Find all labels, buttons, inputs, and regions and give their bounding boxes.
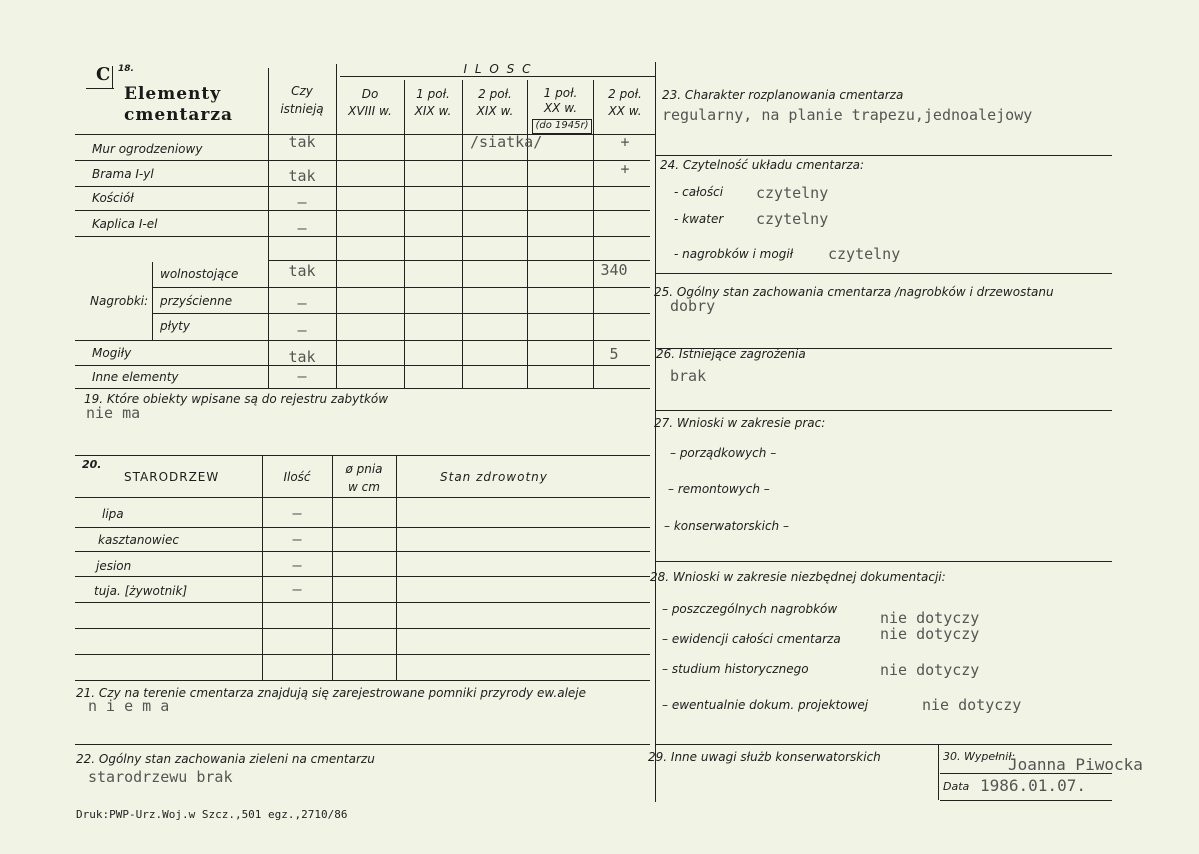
q24-item-label: - nagrobków i mogił <box>674 247 794 261</box>
q23-value: regularny, na planie trapezu,jednoalejowy <box>662 106 1033 124</box>
q20-row-qty: – <box>292 580 302 598</box>
q30-label: 30. Wypełnił: <box>943 750 1016 763</box>
period-value: + <box>620 133 630 151</box>
row-rule <box>75 186 650 187</box>
col-xix2 <box>464 86 526 120</box>
q20-row-qty: – <box>292 556 302 574</box>
col-rule <box>593 80 594 388</box>
col-exists-l2: istnieją <box>280 102 324 116</box>
row-rule <box>75 236 650 237</box>
q20-row-qty: – <box>292 504 302 522</box>
q28-item-label: – ewidencji całości cmentarza <box>662 632 841 646</box>
row-label: Mogiły <box>92 346 132 360</box>
center-divider <box>655 62 656 802</box>
row-label: Kościół <box>92 191 134 205</box>
q20-row-qty: – <box>292 530 302 548</box>
q20-rule <box>75 680 650 681</box>
q19-value: nie ma <box>86 404 141 422</box>
heading-line-1: Elementy <box>124 84 222 104</box>
row-rule <box>75 210 650 211</box>
row-label: Kaplica I-el <box>92 217 158 231</box>
q20-rule <box>75 576 650 577</box>
col-xix2-l1: 2 poł. <box>478 87 512 101</box>
row-rule <box>75 388 650 389</box>
col-rule <box>527 80 528 388</box>
ilosc-header: I L O S C <box>463 62 533 76</box>
q25-value: dobry <box>670 297 716 315</box>
col-exists-l1: Czy <box>291 84 313 98</box>
row-label: Mur ogrodzeniowy <box>92 142 203 156</box>
col-xix2-l2: XIX w. <box>476 104 514 118</box>
q20-header-qty: Ilość <box>283 470 311 484</box>
footer-print: Druk:PWP-Urz.Woj.w Szcz.,501 egz.,2710/86 <box>76 808 348 821</box>
row-rule <box>152 287 650 288</box>
exists-value: – <box>297 219 307 237</box>
exists-value: – <box>297 294 307 312</box>
ilosc-rule <box>340 76 656 77</box>
col-xx2-l1: 2 poł. <box>608 87 642 101</box>
q20-rule <box>75 551 650 552</box>
col-rule <box>152 262 153 340</box>
q30-date-label: Data <box>943 780 970 793</box>
q30-divider <box>938 744 939 800</box>
q24-item-value: czytelny <box>756 210 829 228</box>
row-rule <box>152 313 650 314</box>
exists-value: – <box>297 321 307 339</box>
q19-label: 19. Które obiekty wpisane są do rejestru zabytków <box>84 392 389 406</box>
q23-label: 23. Charakter rozplanowania cmentarza <box>662 88 904 102</box>
q20-col-rule <box>396 455 397 680</box>
q28-label: 28. Wnioski w zakresie niezbędnej dokumentacji: <box>650 570 946 584</box>
q20-rule <box>75 527 650 528</box>
q20-col-rule <box>332 455 333 680</box>
q24-rule <box>656 273 1112 274</box>
q20-header-diam-l2: w cm <box>348 480 380 494</box>
row-rule <box>75 340 650 341</box>
heading-line-2: cmentarza <box>124 105 234 125</box>
section-rule-v <box>112 66 113 88</box>
q28-item-label: – studium historycznego <box>662 662 809 676</box>
q22-value: starodrzewu brak <box>88 768 233 786</box>
exists-value: tak <box>288 133 316 151</box>
exists-value: tak <box>288 262 316 280</box>
q26-rule <box>656 410 1112 411</box>
col-rule <box>462 80 463 388</box>
row-label: Brama I-yl <box>92 167 154 181</box>
q20-header-name: STARODRZEW <box>124 470 220 484</box>
q22-label: 22. Ogólny stan zachowania zieleni na cmentarzu <box>76 752 375 766</box>
q24-item-value: czytelny <box>756 184 829 202</box>
q20-rule <box>75 628 650 629</box>
period-value: /siatka/ <box>470 133 543 151</box>
q27-item: – remontowych – <box>668 482 770 496</box>
q27-item: – porządkowych – <box>670 446 777 460</box>
col-xx2 <box>595 86 655 120</box>
q24-item-label: - całości <box>674 185 724 199</box>
row-label: płyty <box>160 319 190 333</box>
col-xx1-l3: (do 1945r) <box>532 119 592 134</box>
row-rule <box>75 160 650 161</box>
period-value: + <box>620 160 630 178</box>
q24-item-label: - kwater <box>674 212 724 226</box>
section-number: 18. <box>118 64 134 74</box>
q28-item-value: nie dotyczy <box>880 661 980 679</box>
q24-item-value: czytelny <box>828 245 901 263</box>
q20-row-name: jesion <box>96 559 132 573</box>
q19-rule <box>75 455 650 456</box>
col-xix1-l2: XIX w. <box>414 104 452 118</box>
q28-rule <box>656 744 1112 745</box>
period-value: 5 <box>609 345 619 363</box>
q20-number: 20. <box>82 458 102 471</box>
q20-header-state: Stan zdrowotny <box>440 470 548 484</box>
exists-value: – <box>297 193 307 211</box>
q28-item-value: nie dotyczy <box>880 625 980 643</box>
row-label: Inne elementy <box>92 370 179 384</box>
col-exists-header <box>270 82 334 118</box>
q27-item: – konserwatorskich – <box>664 519 789 533</box>
col-xx1-l2: XX w. <box>543 101 578 115</box>
row-label: przyścienne <box>160 294 233 308</box>
q21-value: n i e m a <box>88 697 170 715</box>
exists-value: tak <box>288 167 316 185</box>
exists-value: tak <box>288 348 316 366</box>
q28-item-label: – ewentualnie dokum. projektowej <box>662 698 869 712</box>
q20-rule <box>75 654 650 655</box>
col-xviii-l1: Do <box>361 87 379 101</box>
col-xx1 <box>529 86 592 116</box>
q20-col-rule <box>262 455 263 680</box>
col-xx1-l1: 1 poł. <box>543 86 578 100</box>
q20-rule <box>75 602 650 603</box>
row-rule <box>75 365 650 366</box>
col-rule <box>404 80 405 388</box>
q27-label: 27. Wnioski w zakresie prac: <box>654 416 826 430</box>
col-xix1-l1: 1 poł. <box>416 87 450 101</box>
q27-rule <box>656 561 1112 562</box>
q21-label: 21. Czy na terenie cmentarza znajdują się zarejestrowane pomniki przyrody ew.aleje <box>76 686 587 700</box>
col-xx2-l2: XX w. <box>608 104 642 118</box>
q20-header-diam-l1: ø pnia <box>345 462 383 476</box>
q30-bottom-rule <box>940 800 1112 801</box>
q24-label: 24. Czytelność układu cmentarza: <box>660 158 865 172</box>
col-rule <box>268 68 269 388</box>
q21-rule <box>75 744 650 745</box>
col-rule <box>336 64 337 388</box>
col-xviii <box>338 86 402 120</box>
q25-label: 25. Ogólny stan zachowania cmentarza /nagrobków i drzewostanu <box>654 285 1054 299</box>
col-xviii-l2: XVIII w. <box>348 104 392 118</box>
q29-label: 29. Inne uwagi służb konserwatorskich <box>648 750 881 764</box>
q20-header-diam <box>334 460 394 496</box>
q28-item-value: nie dotyczy <box>922 696 1022 714</box>
col-xix1 <box>406 86 460 120</box>
section-letter: C <box>96 64 112 85</box>
q30-date-value: 1986.01.07. <box>980 776 1086 795</box>
q20-row-name: tuja. [żywotnik] <box>94 584 188 598</box>
period-value: 340 <box>600 261 628 279</box>
exists-value: – <box>297 367 307 385</box>
q20-row-name: kasztanowiec <box>98 533 179 547</box>
q23-rule <box>656 155 1112 156</box>
q28-item-label: – poszczególnych nagrobków <box>662 602 838 616</box>
section-rule <box>86 88 114 89</box>
q30-value: Joanna Piwocka <box>1008 755 1143 774</box>
q20-rule <box>75 497 650 498</box>
q26-label: 26. Istniejące zagrożenia <box>656 347 806 361</box>
q30-rule <box>940 773 1112 774</box>
q20-row-name: lipa <box>102 507 124 521</box>
nagrobki-label: Nagrobki: <box>90 294 149 308</box>
row-label: wolnostojące <box>160 267 239 281</box>
q28-item-value: nie dotyczy <box>880 609 980 627</box>
header-bottom-rule <box>75 134 656 135</box>
q26-value: brak <box>670 367 707 385</box>
